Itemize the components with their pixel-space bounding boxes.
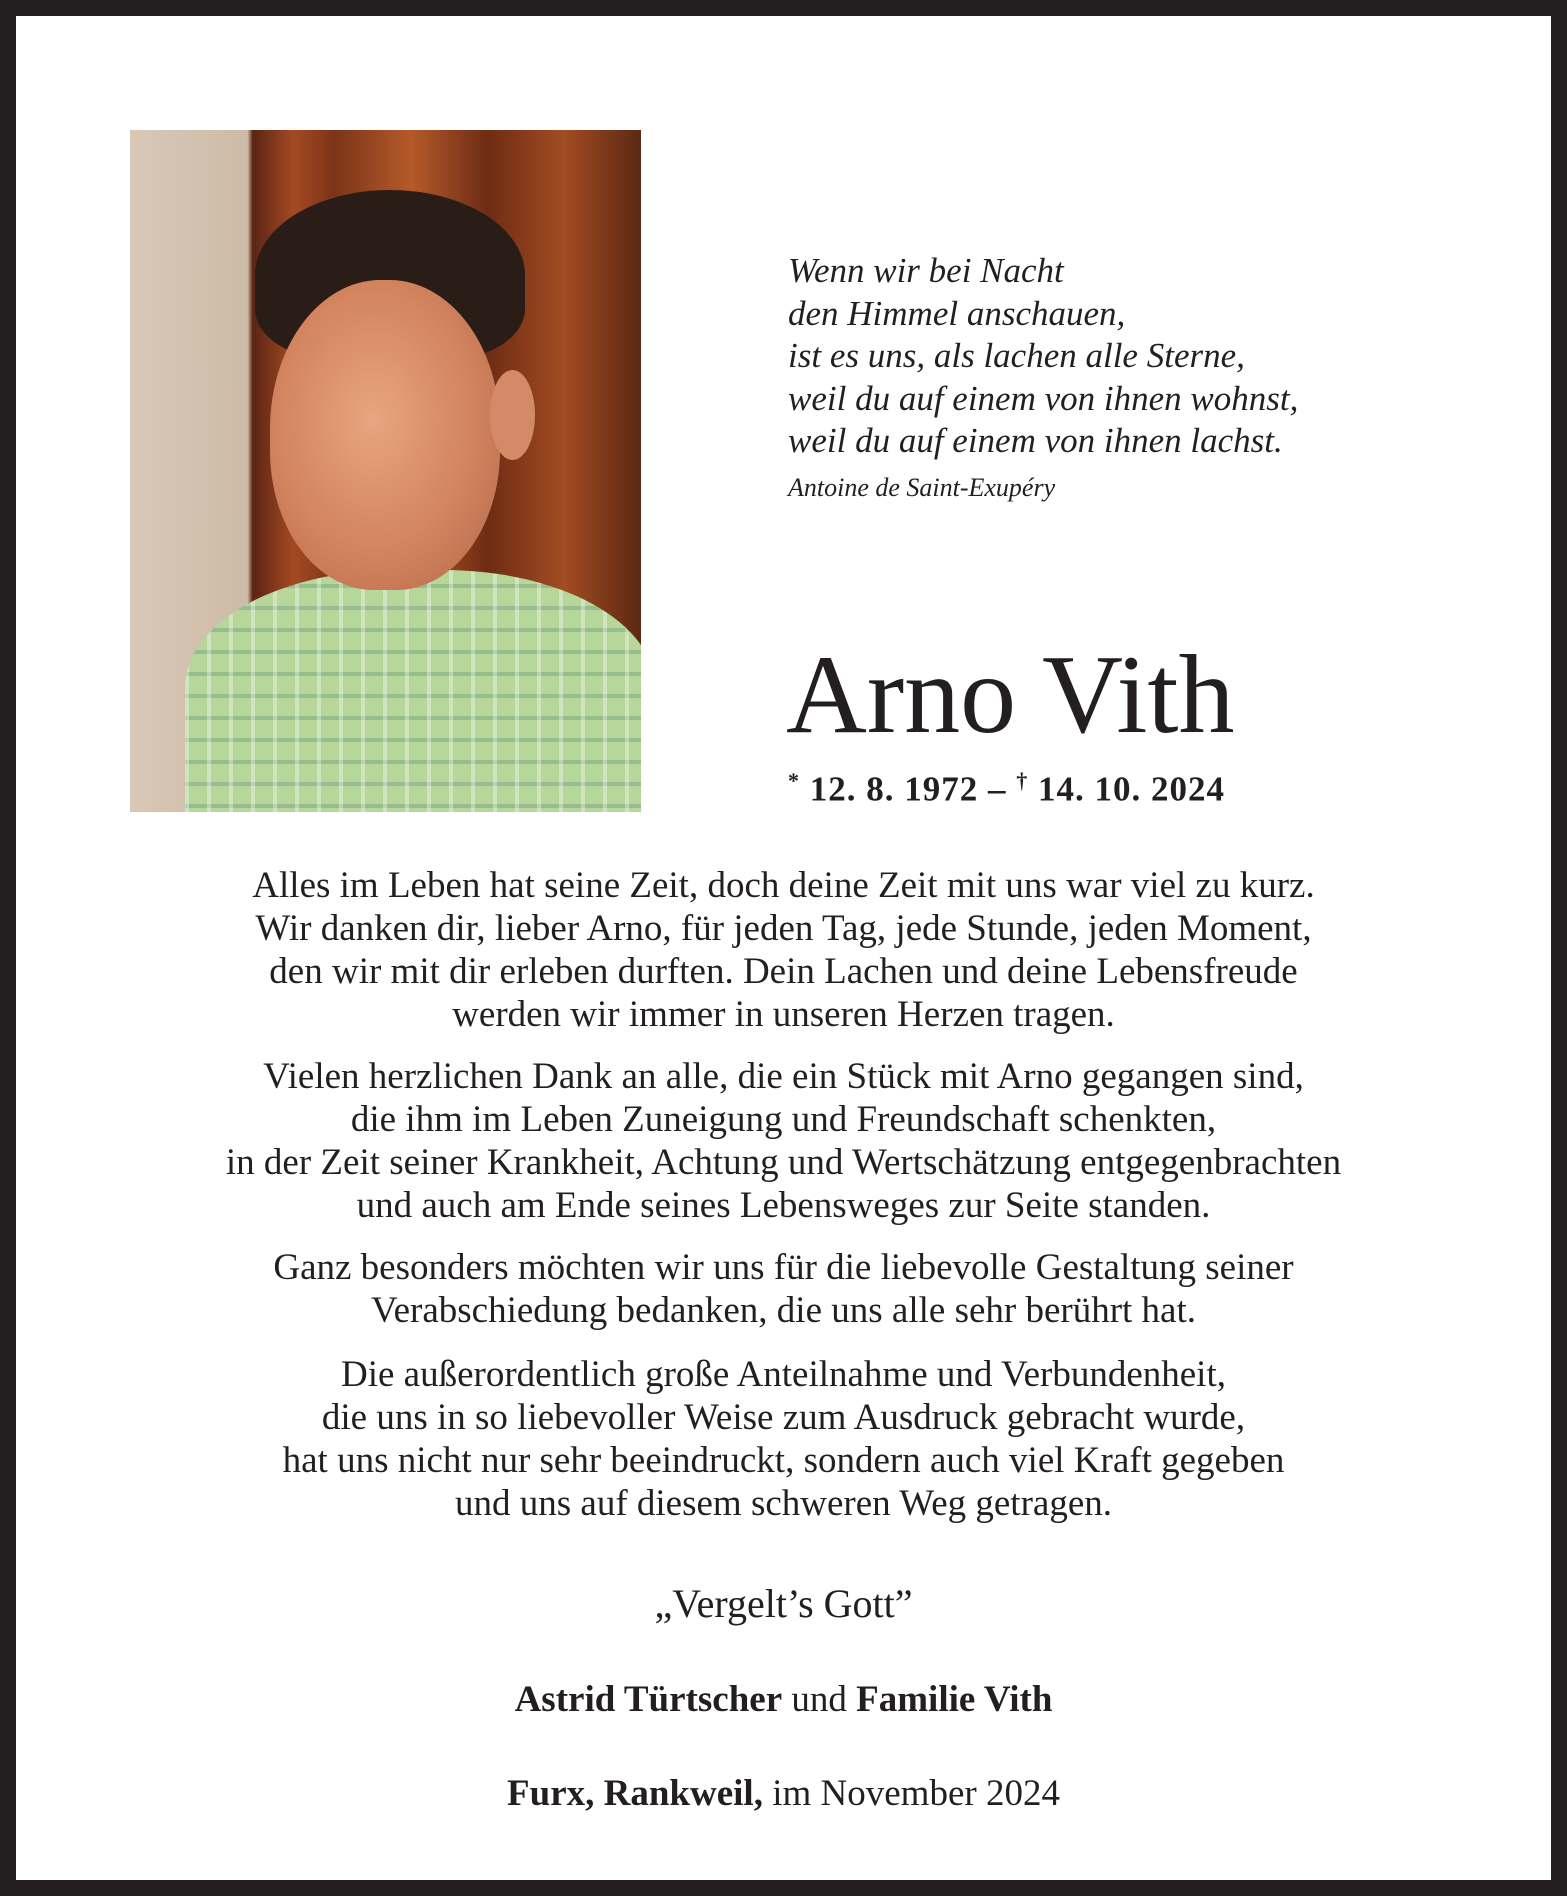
text-line: Verabschiedung bedanken, die uns alle sehr berührt hat. <box>370 1290 1197 1331</box>
life-dates <box>788 768 1225 810</box>
text-line: Wir danken dir, lieber Arno, für jeden Tag, jede Stunde, jeden Moment, <box>255 908 1312 949</box>
places: Furx, Rankweil, <box>507 1773 763 1814</box>
date-separator: – <box>988 769 1007 809</box>
signer-2: Familie Vith <box>856 1679 1053 1720</box>
signer-joiner: und <box>791 1679 847 1720</box>
quote-line: den Himmel anschauen, <box>788 293 1126 333</box>
portrait-photo <box>130 130 641 812</box>
paragraph-3 <box>40 1246 1527 1332</box>
signer-1: Astrid Türtscher <box>514 1679 783 1720</box>
text-line: hat uns nicht nur sehr beeindruckt, sondern auch viel Kraft gegeben <box>282 1440 1285 1481</box>
text-line: die ihm im Leben Zuneigung und Freundschaft schenkten, <box>350 1099 1217 1140</box>
text-line: Ganz besonders möchten wir uns für die liebevolle Gestaltung seiner <box>273 1247 1294 1288</box>
photo-shirt <box>185 570 641 812</box>
quote-line: weil du auf einem von ihnen wohnst, <box>788 378 1299 418</box>
signature <box>40 1678 1527 1721</box>
paragraph-2 <box>40 1055 1527 1227</box>
text-line: Vielen herzlichen Dank an alle, die ein Stück mit Arno gegangen sind, <box>263 1056 1304 1097</box>
photo-face <box>270 280 500 590</box>
paragraph-4 <box>40 1353 1527 1525</box>
photo-ear <box>490 370 535 460</box>
place-date <box>40 1772 1527 1815</box>
paragraph-1 <box>40 864 1527 1036</box>
text-line: den wir mit dir erleben durften. Dein Lachen und deine Lebensfreude <box>269 951 1298 992</box>
death-date: 14. 10. 2024 <box>1038 769 1225 809</box>
quote-line: Wenn wir bei Nacht <box>788 251 1064 290</box>
closing-phrase: „Vergelt’s Gott” <box>654 1581 913 1626</box>
date-text: im November 2024 <box>772 1773 1060 1814</box>
text-line: in der Zeit seiner Krankheit, Achtung und Wertschätzung entgegenbrachten <box>225 1142 1342 1183</box>
quote-line: weil du auf einem von ihnen lachst. <box>788 421 1283 460</box>
death-symbol: † <box>1016 768 1029 793</box>
deceased-name: Arno Vith <box>786 633 1235 757</box>
quote-line: ist es uns, als lachen alle Sterne, <box>788 336 1245 375</box>
poem-quote <box>788 250 1298 505</box>
text-line: Die außerordentlich große Anteilnahme und Verbundenheit, <box>340 1354 1226 1395</box>
text-line: werden wir immer in unseren Herzen tragen. <box>452 994 1115 1035</box>
text-line: und auch am Ende seines Lebensweges zur Seite standen. <box>356 1185 1211 1226</box>
birth-symbol: * <box>788 768 800 793</box>
birth-date: 12. 8. 1972 <box>809 769 979 809</box>
quote-author: Antoine de Saint-Exupéry <box>788 472 1056 502</box>
text-line: Alles im Leben hat seine Zeit, doch deine Zeit mit uns war viel zu kurz. <box>252 865 1315 906</box>
text-line: die uns in so liebevoller Weise zum Ausdruck gebracht wurde, <box>321 1397 1246 1438</box>
text-line: und uns auf diesem schweren Weg getragen. <box>455 1483 1112 1524</box>
